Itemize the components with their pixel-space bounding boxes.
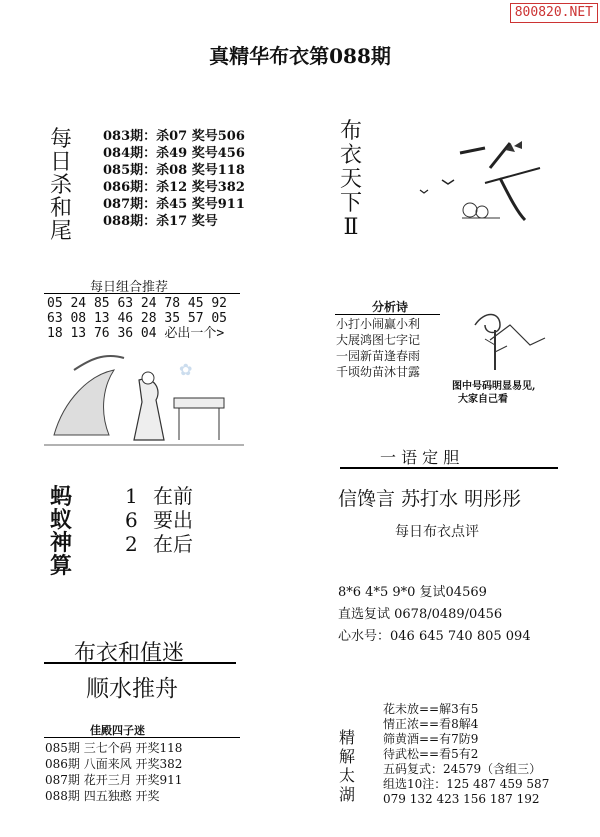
list-item: 086期 八面来风 开奖382 bbox=[45, 757, 183, 771]
analysis-poem-note bbox=[452, 380, 535, 406]
list-item bbox=[125, 484, 193, 508]
list-item: 小打小闹赢小利 bbox=[336, 317, 421, 331]
divider bbox=[44, 662, 236, 664]
vertical-char: 和 bbox=[49, 196, 72, 221]
pick-text: 在后 bbox=[153, 532, 193, 556]
vertical-char: 解 bbox=[338, 747, 355, 766]
one-word-subheading: 每日布衣点评 bbox=[395, 524, 479, 540]
list-item: 079 132 423 156 187 192 bbox=[383, 792, 540, 806]
vertical-char: 太 bbox=[338, 766, 355, 785]
divider bbox=[44, 293, 240, 294]
essence-taihu-vertical-title bbox=[334, 728, 360, 804]
list-item: 085期：杀08 奖号118 bbox=[103, 163, 245, 178]
review-line: 心水号：046 645 740 805 094 bbox=[338, 629, 531, 644]
one-word-heading: 一 语 定 胆 bbox=[380, 448, 460, 467]
kill-tail-list bbox=[103, 128, 245, 230]
pick-text: 要出 bbox=[153, 508, 193, 532]
vertical-char: 衣 bbox=[339, 143, 362, 168]
branch-sketch-illustration bbox=[455, 300, 555, 375]
divider bbox=[340, 467, 558, 469]
note-line: 图中号码明显易见, bbox=[452, 381, 536, 392]
ant-god-list bbox=[125, 484, 193, 556]
vertical-char: 蚂 bbox=[49, 484, 72, 510]
review-line: 8*6 4*5 9*0 复试04569 bbox=[338, 585, 487, 600]
list-item: 087期：杀45 奖号911 bbox=[103, 197, 245, 212]
vertical-char: Ⅱ bbox=[343, 215, 359, 240]
buyi-world-vertical-title bbox=[338, 120, 364, 240]
list-item: 花未放==解3有5 bbox=[383, 702, 479, 716]
list-item: 088期 四五独憨 开奖 bbox=[45, 789, 160, 803]
list-item bbox=[125, 508, 193, 532]
scholar-illustration bbox=[44, 340, 244, 455]
daily-combo-grid bbox=[47, 296, 227, 341]
note-line: 大家自己看 bbox=[458, 394, 508, 405]
pick-number: 1 bbox=[125, 484, 138, 508]
review-line: 直选复试 0678/0489/0456 bbox=[338, 607, 503, 622]
watermark: 800820.NET bbox=[510, 3, 598, 23]
list-item: 084期：杀49 奖号456 bbox=[103, 146, 245, 161]
vertical-char: 每 bbox=[49, 127, 72, 152]
analysis-poem-lines bbox=[336, 316, 420, 380]
vertical-char: 尾 bbox=[49, 219, 72, 244]
list-item: 63 08 13 46 28 35 57 05 bbox=[47, 311, 228, 326]
list-item: 088期：杀17 奖号 bbox=[103, 214, 218, 229]
vertical-char: 神 bbox=[49, 530, 72, 556]
daily-combo-heading: 每日组合推荐 bbox=[90, 280, 169, 295]
list-item: 五码复式：24579（含组三） bbox=[383, 762, 542, 776]
list-item: 086期：杀12 奖号382 bbox=[103, 180, 245, 195]
vertical-char: 布 bbox=[339, 119, 362, 144]
vertical-char: 日 bbox=[49, 150, 72, 175]
pick-number: 2 bbox=[125, 532, 138, 556]
kill-tail-vertical-title bbox=[48, 128, 74, 243]
list-item: 情正浓==看8解4 bbox=[383, 717, 479, 731]
list-item: 18 13 76 36 04 必出一个> bbox=[47, 326, 225, 341]
vertical-char: 下 bbox=[339, 191, 362, 216]
vertical-char: 精 bbox=[338, 728, 355, 747]
svg-text:✿: ✿ bbox=[179, 360, 193, 379]
list-item: 083期：杀07 奖号506 bbox=[103, 129, 245, 144]
list-item: 筛黄酒==有7防9 bbox=[383, 732, 479, 746]
branch-birds-illustration bbox=[400, 128, 560, 223]
vertical-char: 蚁 bbox=[49, 507, 72, 533]
vertical-char: 杀 bbox=[49, 173, 72, 198]
list-item: 05 24 85 63 24 78 45 92 bbox=[47, 296, 228, 311]
divider bbox=[335, 314, 440, 315]
page-title: 真精华布衣第088期 bbox=[209, 44, 391, 68]
buyi-slogan-line1: 布衣和值迷 bbox=[74, 641, 185, 666]
pick-number: 6 bbox=[125, 508, 138, 532]
list-item: 087期 花开三月 开奖911 bbox=[45, 773, 183, 787]
essence-taihu-list bbox=[383, 702, 549, 807]
list-item: 大展鸿图七字记 bbox=[336, 333, 421, 347]
list-item: 组选10注：125 487 459 587 bbox=[383, 777, 550, 791]
analysis-poem-heading: 分析诗 bbox=[371, 300, 408, 314]
divider bbox=[44, 737, 240, 738]
fortune-riddle-heading: 佳殿四子迷 bbox=[90, 724, 145, 737]
pick-text: 在前 bbox=[153, 484, 193, 508]
review-block bbox=[338, 582, 531, 648]
list-item: 085期 三七个码 开奖118 bbox=[45, 741, 183, 755]
vertical-char: 天 bbox=[339, 167, 362, 192]
vertical-char: 湖 bbox=[338, 785, 355, 804]
ant-god-vertical-title bbox=[48, 486, 74, 578]
list-item: 千顷幼苗沐甘露 bbox=[336, 365, 421, 379]
list-item bbox=[125, 532, 193, 556]
fortune-riddle-list bbox=[45, 740, 182, 804]
buyi-slogan-line2: 顺水推舟 bbox=[86, 676, 178, 702]
list-item: 一园新苗逢春雨 bbox=[336, 349, 421, 363]
list-item: 待武松==看5有2 bbox=[383, 747, 479, 761]
vertical-char: 算 bbox=[49, 553, 72, 579]
one-word-line: 信馋言 苏打水 明彤彤 bbox=[338, 488, 522, 510]
